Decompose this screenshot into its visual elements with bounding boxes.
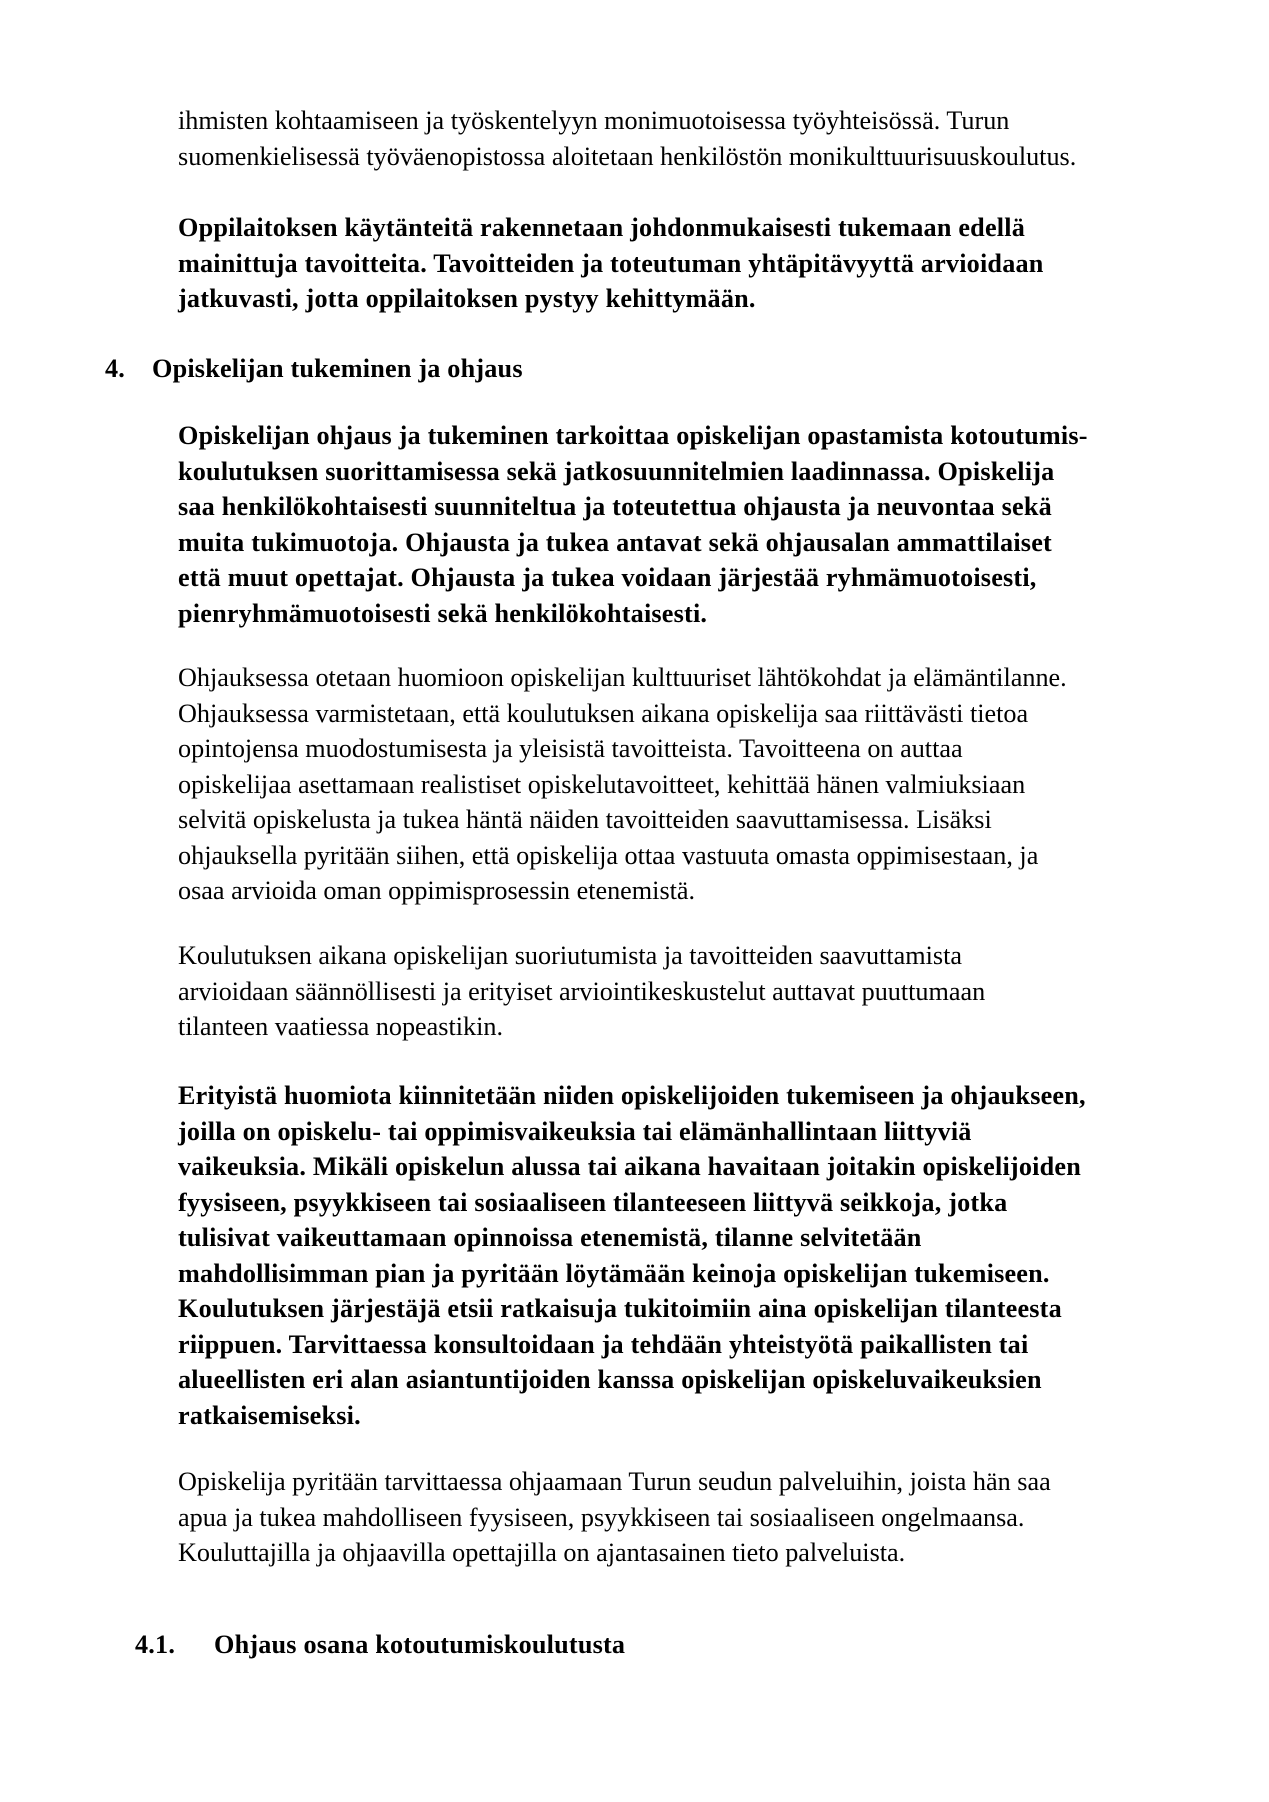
line: riippuen. Tarvittaessa konsultoidaan ja tehdään yhteistyötä paikallisten tai — [178, 1329, 1029, 1359]
paragraph-4 — [178, 660, 1218, 909]
line: ohjauksella pyritään siihen, että opiskelija ottaa vastuuta omasta oppimisestaan, ja — [178, 840, 1039, 870]
paragraph-text — [178, 418, 1218, 631]
line: Erityistä huomiota kiinnitetään niiden opiskelijoiden tukemiseen ja ohjaukseen, — [178, 1081, 1086, 1110]
line: mahdollisimman pian ja pyritään löytämään keinoja opiskelijan tukemiseen. — [178, 1258, 1050, 1288]
line: Koulutuksen järjestäjä etsii ratkaisuja tukitoimiin aina opiskelijan tilanteesta — [178, 1294, 1062, 1323]
line: alueellisten eri alan asiantuntijoiden kanssa opiskelijan opiskeluvaikeuksien — [178, 1365, 1042, 1394]
line: suomenkielisessä työväenopistossa aloitetaan henkilöstön monikulttuurisuuskoulutus. — [178, 141, 1077, 171]
paragraph-text — [178, 660, 1218, 909]
section-number: 4. — [105, 354, 126, 383]
line: ratkaisemiseksi. — [178, 1400, 361, 1430]
line: apua ja tukea mahdolliseen fyysiseen, psyykkiseen tai sosiaaliseen ongelmaansa. — [178, 1502, 1025, 1532]
section-number: 4.1. — [135, 1630, 176, 1659]
line: fyysiseen, psyykkiseen tai sosiaaliseen tilanteeseen liittyvä seikkoja, jotka — [178, 1187, 1008, 1217]
line: ihmisten kohtaamiseen ja työskentelyyn monimuotoisessa työyhteisössä. Turun — [178, 106, 1010, 135]
section-title: Ohjaus osana kotoutumiskoulutusta — [214, 1630, 626, 1659]
line: muita tukimuotoja. Ohjausta ja tukea antavat sekä ohjausalan ammattilaiset — [178, 527, 1052, 557]
line: opiskelijaa asettamaan realistiset opiskelutavoitteet, kehittää hänen valmiuksiaan — [178, 769, 1026, 799]
line: koulutuksen suorittamisessa sekä jatkosuunnitelmien laadinnassa. Opiskelija — [178, 456, 1055, 486]
section-title: Opiskelijan tukeminen ja ohjaus — [152, 354, 523, 383]
paragraph-5 — [178, 938, 1218, 1045]
section-heading-4-1 — [135, 1627, 625, 1663]
line: Kouluttajilla ja ohjaavilla opettajilla on ajantasainen tieto palveluista. — [178, 1538, 906, 1567]
line: Opiskelijan ohjaus ja tukeminen tarkoittaa opiskelijan opastamista kotoutumis- — [178, 421, 1088, 450]
paragraph-text — [178, 1464, 1218, 1571]
line: Koulutuksen aikana opiskelijan suoriutumista ja tavoitteiden saavuttamista — [178, 941, 963, 970]
line: osaa arvioida oman oppimisprosessin etenemistä. — [178, 876, 696, 905]
paragraph-text — [178, 938, 1218, 1045]
line: joilla on opiskelu- tai oppimisvaikeuksia tai elämänhallintaan liittyviä — [178, 1116, 972, 1146]
paragraph-6 — [178, 1078, 1218, 1433]
line: Oppilaitoksen käytänteitä rakennetaan johdonmukaisesti tukemaan edellä — [178, 213, 1026, 242]
line: saa henkilökohtaisesti suunniteltua ja toteutettua ohjausta ja neuvontaa sekä — [178, 492, 1052, 521]
paragraph-text — [178, 1078, 1218, 1433]
line: opintojensa muodostumisesta ja yleisistä tavoitteista. Tavoitteena on auttaa — [178, 734, 963, 763]
line: pienryhmämuotoisesti sekä henkilökohtaisesti. — [178, 598, 708, 628]
paragraph-7 — [178, 1464, 1218, 1571]
paragraph-2 — [178, 210, 1218, 317]
paragraph-text — [178, 210, 1218, 317]
section-heading-4 — [105, 351, 523, 387]
line: vaikeuksia. Mikäli opiskelun alussa tai aikana havaitaan joitakin opiskelijoiden — [178, 1152, 1081, 1181]
line: tulisivat vaikeuttamaan opinnoissa etenemistä, tilanne selvitetään — [178, 1223, 922, 1252]
line: Ohjauksessa varmistetaan, että koulutuksen aikana opiskelija saa riittävästi tietoa — [178, 698, 1029, 728]
line: Ohjauksessa otetaan huomioon opiskelijan kulttuuriset lähtökohdat ja elämäntilanne. — [178, 663, 1067, 692]
paragraph-text — [178, 103, 1218, 174]
line: arvioidaan säännöllisesti ja erityiset arviointikeskustelut auttavat puuttumaan — [178, 976, 986, 1006]
paragraph-1 — [178, 103, 1218, 174]
line: jatkuvasti, jotta oppilaitoksen pystyy kehittymään. — [178, 284, 756, 313]
line: että muut opettajat. Ohjausta ja tukea voidaan järjestää ryhmämuotoisesti, — [178, 563, 1037, 592]
line: tilanteen vaatiessa nopeastikin. — [178, 1012, 504, 1041]
line: Opiskelija pyritään tarvittaessa ohjaamaan Turun seudun palveluihin, joista hän saa — [178, 1467, 1051, 1496]
line: mainittuja tavoitteita. Tavoitteiden ja toteutuman yhtäpitävyyttä arvioidaan — [178, 248, 1044, 278]
line: selvitä opiskelusta ja tukea häntä näiden tavoitteiden saavuttamisessa. Lisäksi — [178, 805, 992, 834]
paragraph-3 — [178, 418, 1218, 631]
